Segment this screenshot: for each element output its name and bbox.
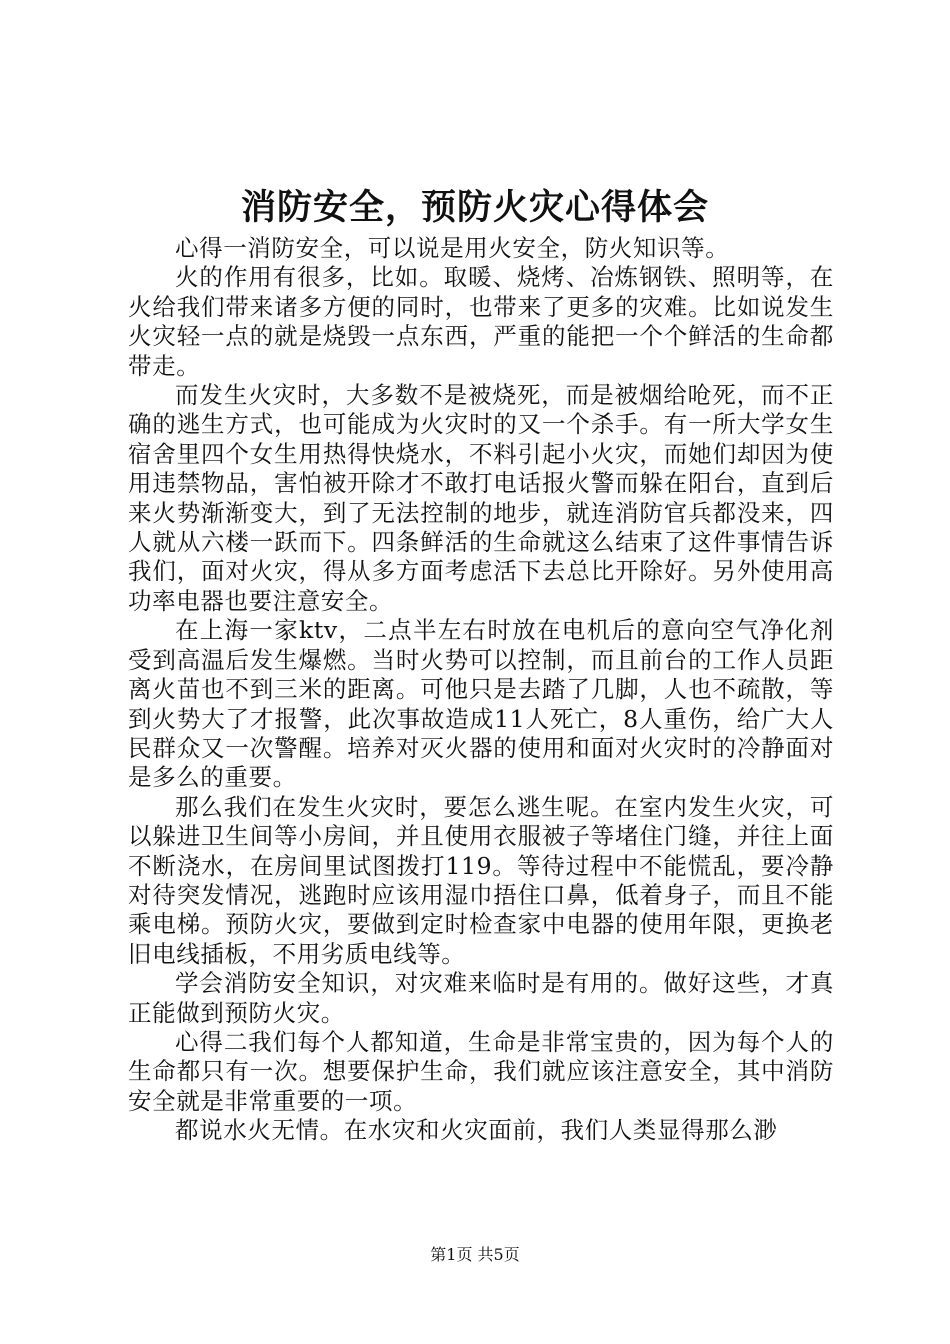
page-title: 消防安全，预防火灾心得体会: [240, 187, 709, 228]
paragraph: 学会消防安全知识，对灾难来临时是有用的。做好这些，才真正能做到预防火灾。: [128, 969, 834, 1027]
paragraph: 火的作用有很多，比如。取暖、烧烤、冶炼钢铁、照明等，在火给我们带来诸多方便的同时，也带来了更多的灾难。比如说发生火灾轻一点的就是烧毁一点东西，严重的能把一个个鲜活的生命都带走。: [128, 263, 834, 380]
paragraph: 那么我们在发生火灾时，要怎么逃生呢。在室内发生火灾，可以躲进卫生间等小房间，并且使用衣服被子等堵住门缝，并往上面不断浇水，在房间里试图拨打119。等待过程中不能慌乱，要冷静对待突发情况，逃跑时应该用湿巾捂住口鼻，低着身子，而且不能乘电梯。预防火灾，要做到定时检查家中电器的使用年限，更换老旧电线插板，不用劣质电线等。: [128, 792, 834, 968]
paragraph: 在上海一家ktv，二点半左右时放在电机后的意向空气净化剂受到高温后发生爆燃。当时火势可以控制，而且前台的工作人员距离火苗也不到三米的距离。可他只是去踏了几脚，人也不疏散，等到火势大了才报警，此次事故造成11人死亡，8人重伤，给广大人民群众又一次警醒。培养对灭火器的使用和面对火灾时的冷静面对是多么的重要。: [128, 616, 834, 792]
paragraph: 都说水火无情。在水灾和火灾面前，我们人类显得那么渺: [175, 1116, 778, 1145]
document-body: [128, 234, 834, 1146]
paragraph: 心得二我们每个人都知道，生命是非常宝贵的，因为每个人的生命都只有一次。想要保护生命，我们就应该注意安全，其中消防安全就是非常重要的一项。: [128, 1027, 834, 1115]
paragraph: 心得一消防安全，可以说是用火安全，防火知识等。: [175, 234, 730, 262]
page-footer: 第1页 共5页: [430, 1245, 520, 1264]
paragraph: 而发生火灾时，大多数不是被烧死，而是被烟给呛死，而不正确的逃生方式，也可能成为火灾时的又一个杀手。有一所大学女生宿舍里四个女生用热得快烧水，不料引起小火灾，而她们却因为使用违禁物品，害怕被开除才不敢打电话报火警而躲在阳台，直到后来火势渐渐变大，到了无法控制的地步，就连消防官兵都没来，四人就从六楼一跃而下。四条鲜活的生命就这么结束了这件事情告诉我们，面对火灾，得从多方面考虑活下去总比开除好。另外使用高功率电器也要注意安全。: [128, 381, 834, 615]
